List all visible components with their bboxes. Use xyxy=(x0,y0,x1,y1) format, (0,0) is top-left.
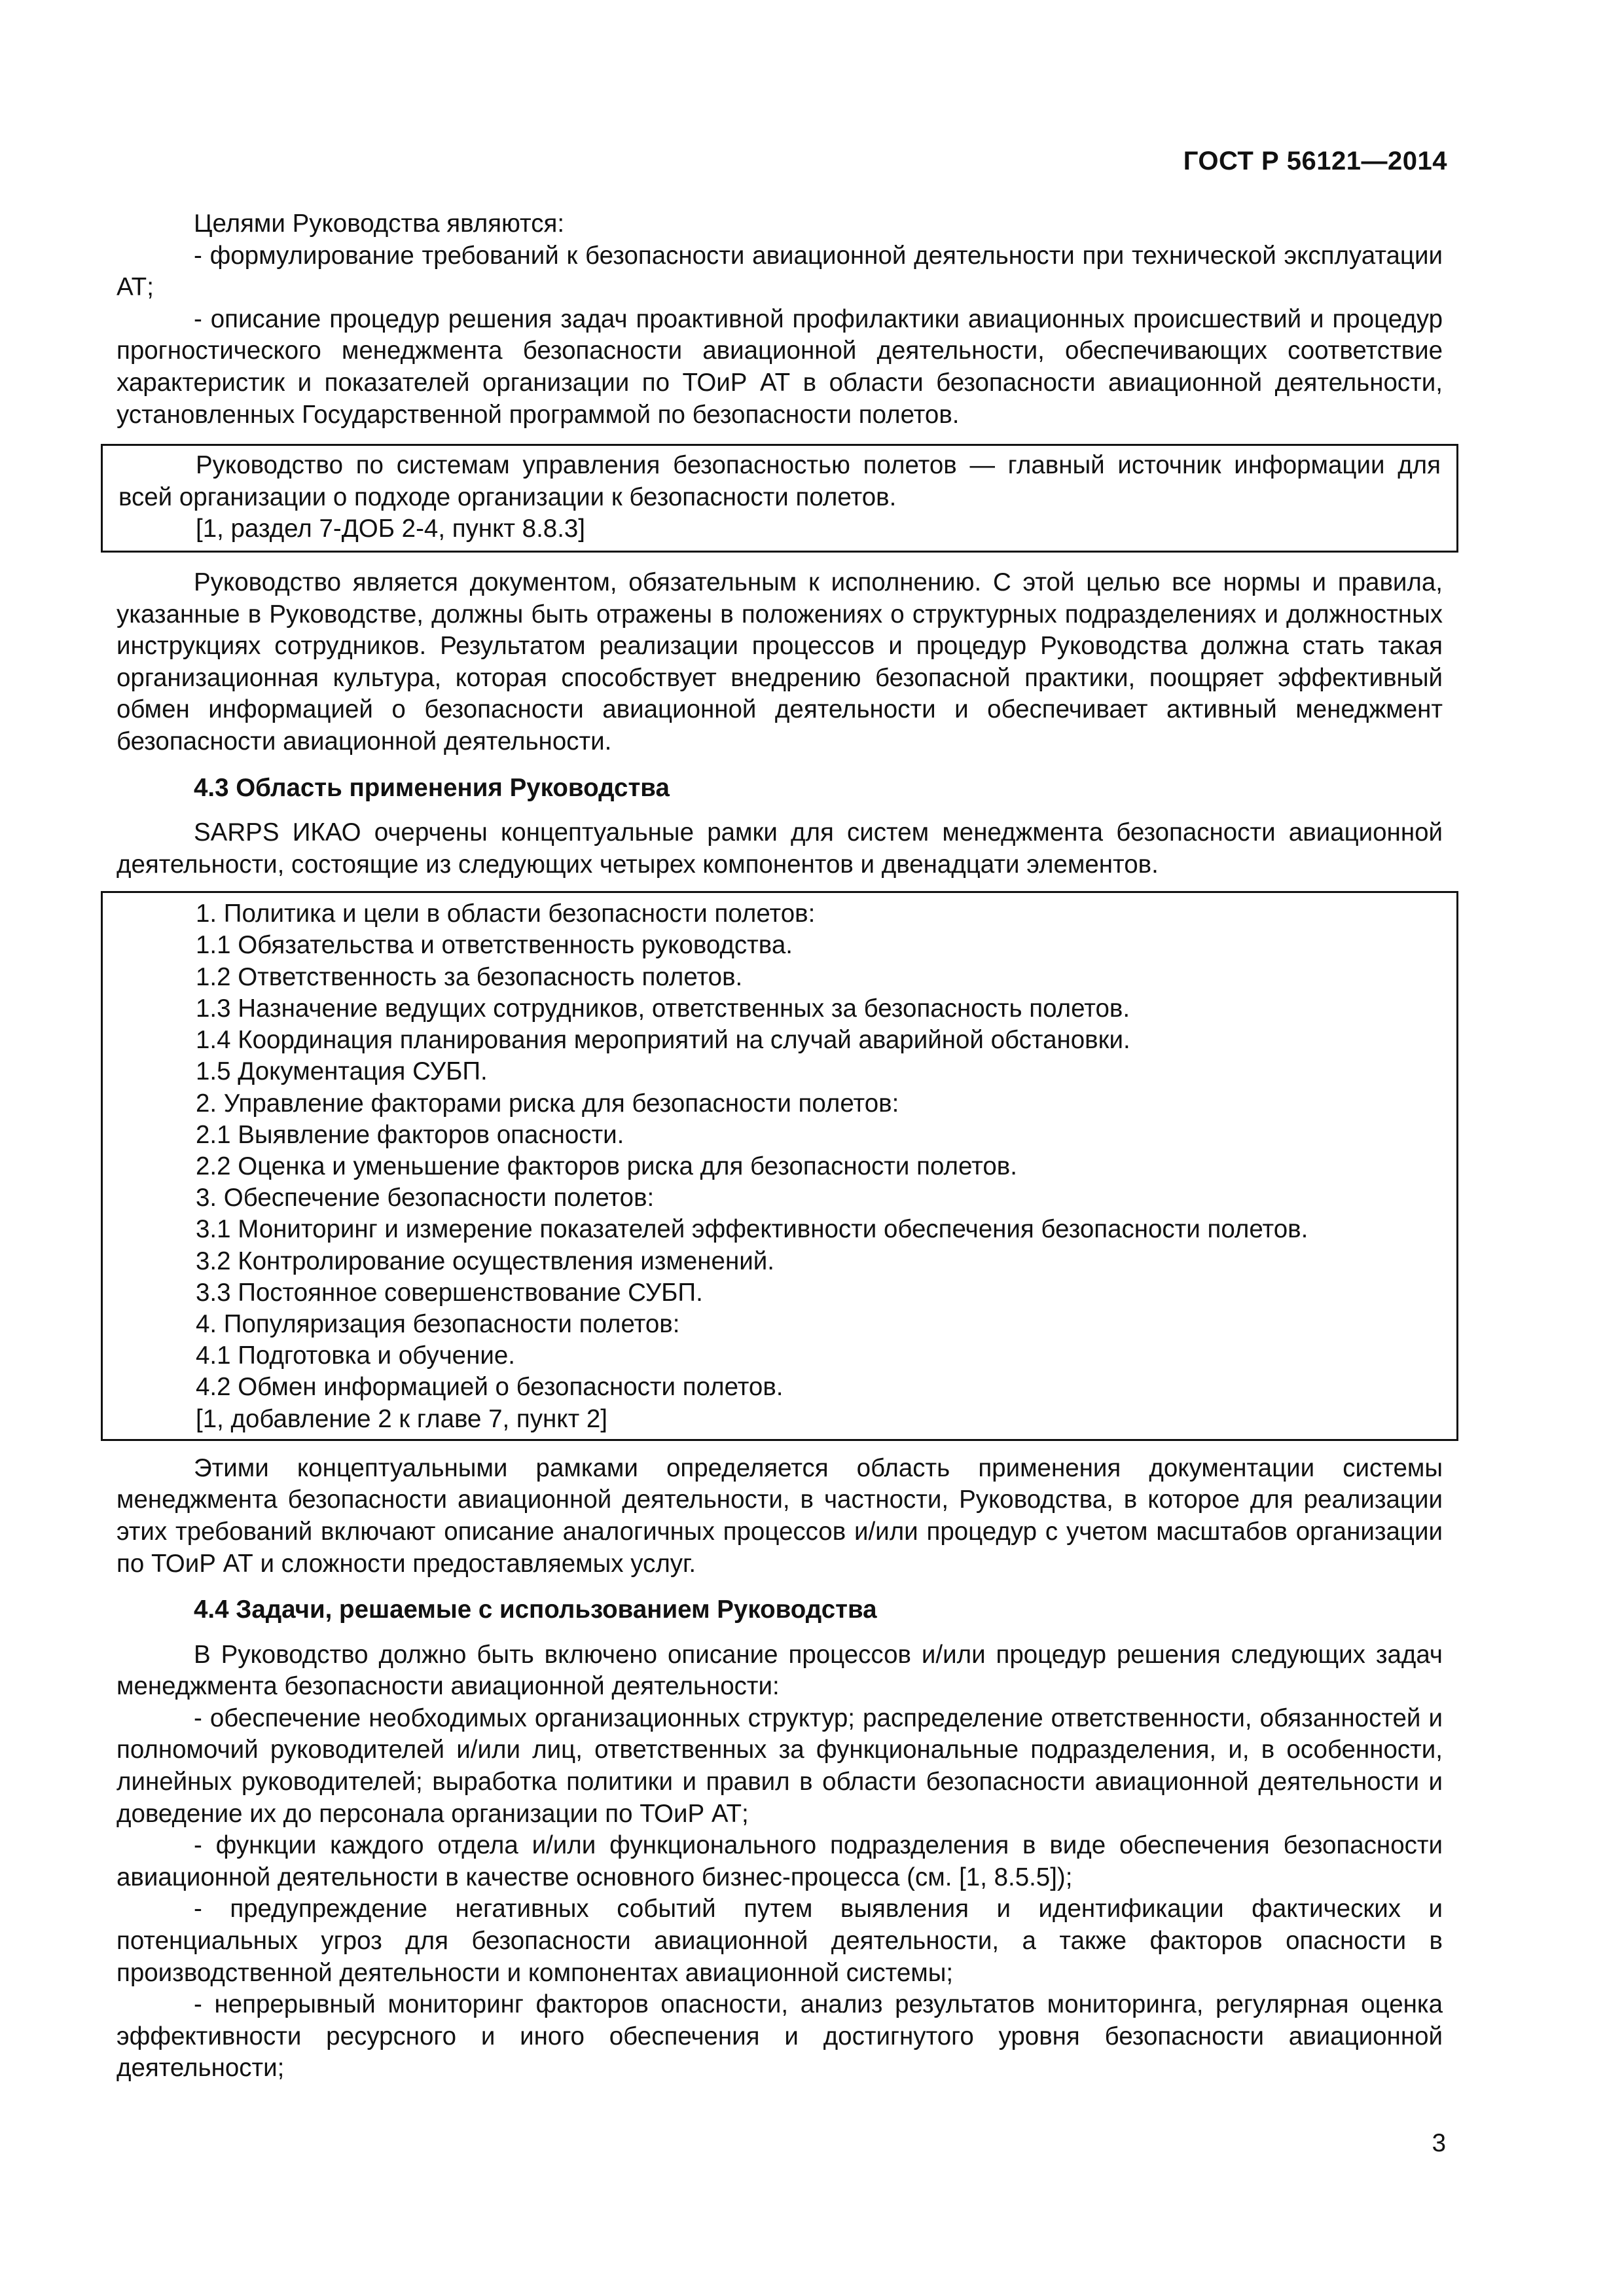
quote-text: Руководство по системам управления безопасностью полетов — главный источник информации для всей организации о подходе организации к безопасности полетов. xyxy=(118,451,1441,511)
framework-list-item: 2. Управление факторами риска для безопасности полетов: xyxy=(196,1089,899,1118)
section-4-4-intro: В Руководство должно быть включено описание процессов и/или процедур решения следующих задач менеджмента безопасности авиационной деятельности: xyxy=(117,1640,1443,1701)
framework-list-item: 3.2 Контролирование осуществления изменений. xyxy=(196,1247,774,1275)
framework-list-item: 1.4 Координация планирования мероприятий на случай аварийной обстановки. xyxy=(196,1026,1130,1055)
framework-list-item: 1.5 Документация СУБП. xyxy=(196,1057,488,1086)
intro-goal-item: - формулирование требований к безопасности авиационной деятельности при технической эксплуатации АТ; xyxy=(117,241,1443,302)
framework-list-reference: [1, добавление 2 к главе 7, пункт 2] xyxy=(196,1404,608,1433)
section-4-3-conclusion: Этими концептуальными рамками определяется область применения документации системы менеджмента безопасности авиационной деятельности, в частности, Руководства, в которое для реализации этих требований включают описание аналогичных процессов и/или процедур с учетом масштабов организации по ТОиР АТ и сложности предоставляемых услуг. xyxy=(117,1453,1443,1578)
paragraph-mandatory-document: Руководство является документом, обязательным к исполнению. С этой целью все нормы и правила, указанные в Руководстве, должны быть отражены в положениях о структурных подразделениях и должностных инструкциях сотрудников. Результатом реализации процессов и процедур Руководства должна стать такая организационная культура, которая способствует внедрению безопасной практики, поощряет эффективный обмен информацией о безопасности авиационной деятельности и обеспечивает активный менеджмент безопасности авиационной деятельности. xyxy=(117,568,1443,756)
section-heading-4-3: 4.3 Область применения Руководства xyxy=(194,773,670,802)
framework-list-item: 2.1 Выявление факторов опасности. xyxy=(196,1120,624,1149)
task-list-item: - функции каждого отдела и/или функционального подразделения в виде обеспечения безопасности авиационной деятельности в качестве основного бизнес-процесса (см. [1, 8.5.5]); xyxy=(117,1831,1443,1891)
section-heading-4-4: 4.4 Задачи, решаемые с использованием Руководства xyxy=(194,1595,877,1624)
framework-list-item: 3. Обеспечение безопасности полетов: xyxy=(196,1184,655,1212)
page-number: 3 xyxy=(1432,2129,1446,2157)
task-list-item: - обеспечение необходимых организационных структур; распределение ответственности, обязанностей и полномочий руководителей и/или лиц, ответственных за функциональные подразделения, и, в особенности, линейных руководителей; выработка политики и правил в области безопасности авиационной деятельности и доведение их до персонала организации по ТОиР АТ; xyxy=(117,1704,1443,1828)
framework-list-item: 1.1 Обязательства и ответственность руководства. xyxy=(196,931,793,960)
quote-reference: [1, раздел 7-ДОБ 2-4, пункт 8.8.3] xyxy=(196,515,586,543)
framework-list-item: 4.1 Подготовка и обучение. xyxy=(196,1341,515,1370)
framework-list-item: 3.3 Постоянное совершенствование СУБП. xyxy=(196,1278,703,1307)
framework-list-item: 4.2 Обмен информацией о безопасности полетов. xyxy=(196,1373,784,1402)
document-standard-header: ГОСТ Р 56121—2014 xyxy=(1183,147,1447,175)
framework-list-item: 2.2 Оценка и уменьшение факторов риска для безопасности полетов. xyxy=(196,1152,1017,1180)
quote-box-sms-manual xyxy=(101,444,1458,553)
section-4-3-intro: SARPS ИКАО очерчены концептуальные рамки для систем менеджмента безопасности авиационной деятельности, состоящие из следующих четырех компонентов и двенадцати элементов. xyxy=(117,818,1443,879)
framework-list-item: 1.3 Назначение ведущих сотрудников, ответственных за безопасность полетов. xyxy=(196,994,1130,1023)
page-content xyxy=(117,208,1443,2085)
task-list-item: - непрерывный мониторинг факторов опасности, анализ результатов мониторинга, регулярная оценка эффективности ресурсного и иного обеспечения и достигнутого уровня безопасности авиационной деятельности; xyxy=(117,1990,1443,2083)
framework-list-item: 1. Политика и цели в области безопасности полетов: xyxy=(196,900,816,928)
framework-list-item: 3.1 Мониторинг и измерение показателей эффективности обеспечения безопасности полетов. xyxy=(196,1215,1308,1244)
intro-goal-item: - описание процедур решения задач проактивной профилактики авиационных происшествий и процедур прогностического менеджмента безопасности авиационной деятельности, обеспечивающих соответствие характеристик и показателей организации по ТОиР АТ в области безопасности авиационной деятельности, установленных Государственной программой по безопасности полетов. xyxy=(117,304,1443,429)
framework-list-item: 4. Популяризация безопасности полетов: xyxy=(196,1309,680,1338)
intro-goals-lead: Целями Руководства являются: xyxy=(194,210,565,238)
sms-framework-list-box xyxy=(101,891,1458,1440)
task-list-item: - предупреждение негативных событий путем выявления и идентификации фактических и потенциальных угроз для безопасности авиационной деятельности, а также факторов опасности в производственной деятельности и компонентах авиационной системы; xyxy=(117,1895,1443,1987)
framework-list-item: 1.2 Ответственность за безопасность полетов. xyxy=(196,962,743,991)
